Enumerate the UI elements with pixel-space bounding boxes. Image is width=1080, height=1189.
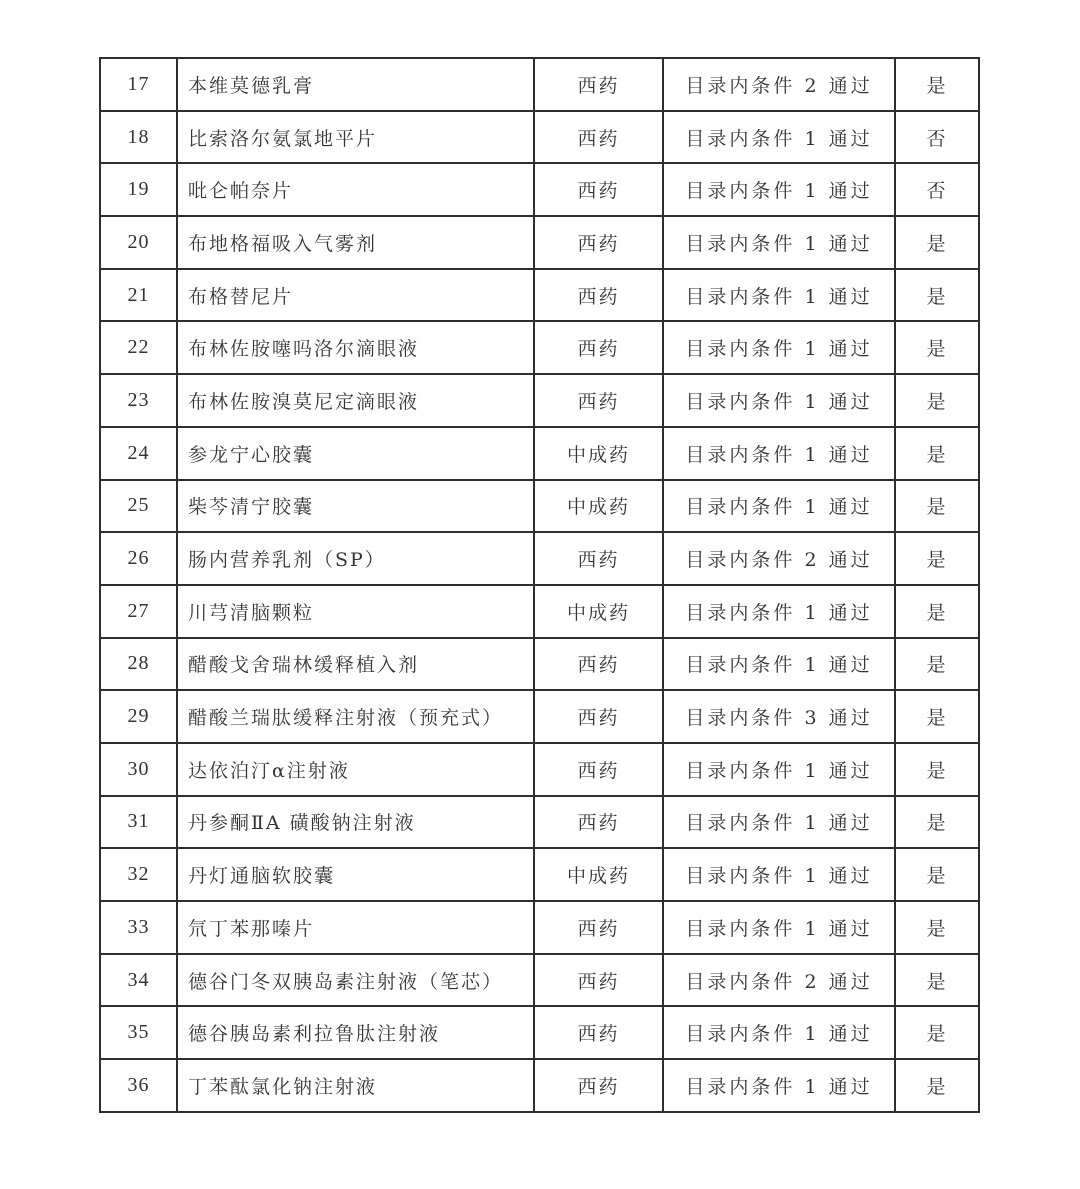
- drug-category: 中成药: [534, 848, 663, 901]
- drug-category: 西药: [534, 163, 663, 216]
- result-flag: 是: [895, 269, 979, 322]
- drug-category: 西药: [534, 638, 663, 691]
- drug-name: 布格替尼片: [177, 269, 534, 322]
- review-condition: 目录内条件 1 通过: [663, 374, 895, 427]
- drug-category: 西药: [534, 954, 663, 1007]
- row-number: 24: [100, 427, 177, 480]
- review-condition: 目录内条件 2 通过: [663, 532, 895, 585]
- drug-category: 西药: [534, 374, 663, 427]
- drug-category: 中成药: [534, 427, 663, 480]
- drug-category: 西药: [534, 532, 663, 585]
- table-row: [100, 848, 979, 901]
- row-number: 34: [100, 954, 177, 1007]
- row-number: 20: [100, 216, 177, 269]
- table-row: [100, 163, 979, 216]
- drug-review-table-container: [99, 57, 978, 1113]
- row-number: 32: [100, 848, 177, 901]
- row-number: 22: [100, 321, 177, 374]
- drug-name: 丁苯酞氯化钠注射液: [177, 1059, 534, 1112]
- drug-name: 川芎清脑颗粒: [177, 585, 534, 638]
- table-row: [100, 690, 979, 743]
- review-condition: 目录内条件 1 通过: [663, 163, 895, 216]
- result-flag: 是: [895, 638, 979, 691]
- table-row: [100, 216, 979, 269]
- drug-name: 达依泊汀α注射液: [177, 743, 534, 796]
- drug-category: 西药: [534, 796, 663, 849]
- drug-category: 西药: [534, 690, 663, 743]
- drug-category: 中成药: [534, 585, 663, 638]
- result-flag: 是: [895, 848, 979, 901]
- drug-category: 西药: [534, 1059, 663, 1112]
- drug-name: 布林佐胺噻吗洛尔滴眼液: [177, 321, 534, 374]
- table-row: [100, 532, 979, 585]
- review-condition: 目录内条件 1 通过: [663, 321, 895, 374]
- drug-category: 西药: [534, 216, 663, 269]
- table-row: [100, 796, 979, 849]
- result-flag: 是: [895, 796, 979, 849]
- row-number: 23: [100, 374, 177, 427]
- review-condition: 目录内条件 1 通过: [663, 480, 895, 533]
- table-row: [100, 901, 979, 954]
- result-flag: 是: [895, 321, 979, 374]
- row-number: 31: [100, 796, 177, 849]
- drug-category: 西药: [534, 111, 663, 164]
- result-flag: 是: [895, 532, 979, 585]
- review-condition: 目录内条件 2 通过: [663, 954, 895, 1007]
- review-condition: 目录内条件 2 通过: [663, 58, 895, 111]
- result-flag: 是: [895, 585, 979, 638]
- result-flag: 是: [895, 216, 979, 269]
- result-flag: 否: [895, 163, 979, 216]
- result-flag: 是: [895, 1006, 979, 1059]
- drug-name: 肠内营养乳剂（SP）: [177, 532, 534, 585]
- review-condition: 目录内条件 1 通过: [663, 901, 895, 954]
- row-number: 18: [100, 111, 177, 164]
- review-condition: 目录内条件 1 通过: [663, 1006, 895, 1059]
- row-number: 30: [100, 743, 177, 796]
- row-number: 33: [100, 901, 177, 954]
- result-flag: 是: [895, 374, 979, 427]
- drug-name: 柴芩清宁胶囊: [177, 480, 534, 533]
- drug-name: 德谷胰岛素利拉鲁肽注射液: [177, 1006, 534, 1059]
- result-flag: 是: [895, 58, 979, 111]
- row-number: 29: [100, 690, 177, 743]
- table-row: [100, 111, 979, 164]
- row-number: 28: [100, 638, 177, 691]
- drug-name: 氘丁苯那嗪片: [177, 901, 534, 954]
- table-row: [100, 1059, 979, 1112]
- drug-name: 德谷门冬双胰岛素注射液（笔芯）: [177, 954, 534, 1007]
- drug-name: 布林佐胺溴莫尼定滴眼液: [177, 374, 534, 427]
- row-number: 35: [100, 1006, 177, 1059]
- review-condition: 目录内条件 1 通过: [663, 1059, 895, 1112]
- drug-name: 吡仑帕奈片: [177, 163, 534, 216]
- drug-category: 西药: [534, 321, 663, 374]
- review-condition: 目录内条件 1 通过: [663, 111, 895, 164]
- drug-category: 西药: [534, 1006, 663, 1059]
- result-flag: 是: [895, 901, 979, 954]
- row-number: 21: [100, 269, 177, 322]
- table-row: [100, 321, 979, 374]
- drug-category: 西药: [534, 901, 663, 954]
- review-condition: 目录内条件 1 通过: [663, 796, 895, 849]
- table-body: [100, 58, 979, 1112]
- row-number: 19: [100, 163, 177, 216]
- table-row: [100, 58, 979, 111]
- result-flag: 是: [895, 480, 979, 533]
- drug-review-table: [99, 57, 980, 1113]
- drug-category: 西药: [534, 58, 663, 111]
- review-condition: 目录内条件 1 通过: [663, 848, 895, 901]
- review-condition: 目录内条件 1 通过: [663, 269, 895, 322]
- row-number: 25: [100, 480, 177, 533]
- drug-name: 布地格福吸入气雾剂: [177, 216, 534, 269]
- drug-name: 比索洛尔氨氯地平片: [177, 111, 534, 164]
- drug-category: 西药: [534, 743, 663, 796]
- table-row: [100, 269, 979, 322]
- drug-name: 醋酸兰瑞肽缓释注射液（预充式）: [177, 690, 534, 743]
- table-row: [100, 374, 979, 427]
- table-row: [100, 1006, 979, 1059]
- drug-name: 醋酸戈舍瑞林缓释植入剂: [177, 638, 534, 691]
- table-row: [100, 954, 979, 1007]
- table-row: [100, 743, 979, 796]
- result-flag: 否: [895, 111, 979, 164]
- result-flag: 是: [895, 1059, 979, 1112]
- drug-category: 西药: [534, 269, 663, 322]
- table-row: [100, 427, 979, 480]
- row-number: 36: [100, 1059, 177, 1112]
- review-condition: 目录内条件 1 通过: [663, 427, 895, 480]
- row-number: 17: [100, 58, 177, 111]
- review-condition: 目录内条件 1 通过: [663, 585, 895, 638]
- review-condition: 目录内条件 3 通过: [663, 690, 895, 743]
- result-flag: 是: [895, 954, 979, 1007]
- review-condition: 目录内条件 1 通过: [663, 743, 895, 796]
- result-flag: 是: [895, 743, 979, 796]
- result-flag: 是: [895, 690, 979, 743]
- drug-name: 丹灯通脑软胶囊: [177, 848, 534, 901]
- row-number: 26: [100, 532, 177, 585]
- row-number: 27: [100, 585, 177, 638]
- table-row: [100, 638, 979, 691]
- drug-name: 丹参酮ⅡA 磺酸钠注射液: [177, 796, 534, 849]
- table-row: [100, 480, 979, 533]
- table-row: [100, 585, 979, 638]
- drug-category: 中成药: [534, 480, 663, 533]
- drug-name: 参龙宁心胶囊: [177, 427, 534, 480]
- review-condition: 目录内条件 1 通过: [663, 638, 895, 691]
- result-flag: 是: [895, 427, 979, 480]
- review-condition: 目录内条件 1 通过: [663, 216, 895, 269]
- drug-name: 本维莫德乳膏: [177, 58, 534, 111]
